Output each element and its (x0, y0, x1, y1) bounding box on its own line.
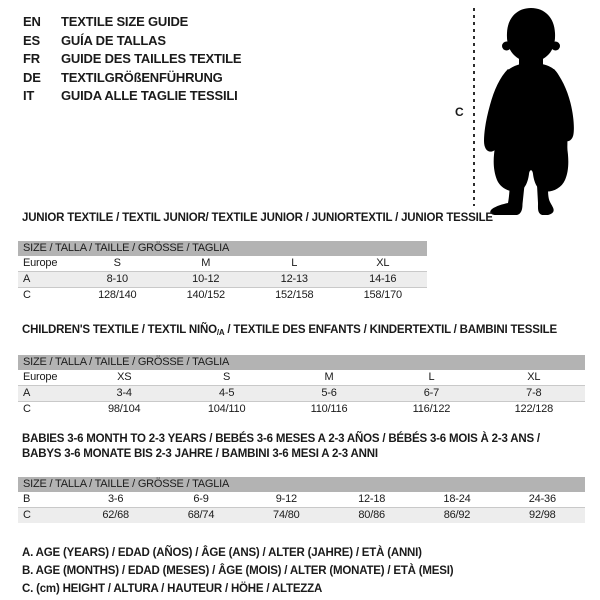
row-cell: 12-13 (280, 273, 308, 285)
lang-row-en (23, 13, 241, 32)
lang-code: DE (23, 69, 41, 85)
row-label: Europe (23, 257, 58, 269)
size-header-bar: SIZE / TALLA / TAILLE / GRÖSSE / TAGLIA (18, 355, 585, 370)
row-label: C (23, 403, 31, 415)
lang-title: TEXTILE SIZE GUIDE (61, 14, 189, 29)
table-row-age (18, 386, 585, 402)
row-cell: XL (527, 371, 541, 383)
row-cell: 6-9 (193, 493, 209, 505)
row-cell: 8-10 (106, 273, 128, 285)
table-row-age-months (18, 492, 585, 508)
row-cell: M (324, 371, 334, 383)
row-label: A (23, 273, 31, 285)
row-cell: 158/170 (363, 289, 402, 301)
row-cell: 18-24 (443, 493, 471, 505)
table-row-age (18, 272, 427, 288)
row-cell: 116/122 (412, 403, 451, 415)
row-cell: M (201, 257, 211, 269)
row-cell: 6-7 (423, 387, 440, 399)
table-row-height (18, 508, 585, 523)
babies-table-title-line1: BABIES 3-6 MONTH TO 2-3 YEARS / BEBÉS 3-6 MESES A 2-3 AÑOS / BÉBÉS 3-6 MOIS À 2-3 ANS / (22, 433, 540, 445)
row-cell: 86/92 (443, 509, 471, 521)
row-cell: L (428, 371, 435, 383)
lang-row-it (23, 87, 241, 106)
lang-code: EN (23, 14, 41, 29)
row-cell: 4-5 (218, 387, 235, 399)
legend-notes (18, 544, 585, 598)
lang-row-de (23, 69, 241, 88)
row-cell: 62/68 (102, 509, 129, 521)
baby-silhouette-icon (481, 5, 585, 215)
lang-title: TEXTILGRÖßENFÜHRUNG (61, 69, 223, 85)
note-age-years: A. AGE (YEARS) / EDAD (AÑOS) / ÂGE (ANS) / ALTER (JAHRE) / ETÀ (ANNI) (22, 547, 422, 559)
section-junior (18, 211, 585, 303)
junior-table-title: JUNIOR TEXTILE / TEXTIL JUNIOR/ TEXTILE JUNIOR / JUNIORTEXTIL / JUNIOR TESSILE (22, 212, 493, 224)
row-cell: 12-18 (358, 493, 386, 505)
row-cell: S (113, 257, 121, 269)
lang-title: GUÍA DE TALLAS (61, 32, 166, 48)
row-cell: 98/104 (107, 403, 141, 415)
lang-title: GUIDA ALLE TAGLIE TESSILI (61, 88, 238, 104)
row-cell: 5-6 (321, 387, 337, 399)
language-header (23, 13, 241, 106)
height-measure-dashed-line (473, 8, 475, 206)
row-cell: 110/116 (310, 403, 348, 415)
section-children (18, 323, 585, 417)
row-cell: 10-12 (192, 273, 220, 285)
row-label: Europe (23, 371, 58, 383)
lang-code: ES (23, 32, 40, 48)
row-cell: 104/110 (207, 403, 246, 415)
babies-table-title-line2: BABYS 3-6 MONATE BIS 2-3 JAHRE / BAMBINI 3-6 MESI A 2-3 ANNI (22, 448, 378, 460)
title-post: / TEXTILE DES ENFANTS / KINDERTEXTIL / BAMBINI TESSILE (224, 324, 557, 336)
row-cell: 140/152 (186, 289, 225, 301)
row-cell: XS (117, 371, 132, 383)
row-cell: L (291, 257, 298, 269)
note-height: C. (cm) HEIGHT / ALTURA / HAUTEUR / HÖHE / ALTEZZA (22, 583, 323, 595)
row-cell: 68/74 (187, 509, 215, 521)
row-cell: 92/98 (529, 509, 556, 521)
lang-row-fr (23, 50, 241, 69)
lang-code: FR (23, 51, 40, 67)
row-cell: 122/128 (514, 403, 554, 415)
row-cell: 3-4 (116, 387, 132, 399)
section-babies (18, 432, 585, 523)
size-header-bar: SIZE / TALLA / TAILLE / GRÖSSE / TAGLIA (18, 241, 427, 256)
row-label: A (23, 387, 31, 399)
row-cell: 74/80 (273, 509, 300, 521)
note-age-months: B. AGE (MONTHS) / EDAD (MESES) / ÂGE (MOIS) / ALTER (MONATE) / ETÀ (MESI) (22, 565, 454, 577)
row-cell: 24-36 (528, 493, 556, 505)
table-row-europe (18, 256, 427, 272)
row-cell: XL (376, 257, 390, 269)
row-cell: 128/140 (98, 289, 137, 301)
babies-table (18, 477, 585, 523)
row-cell: 9-12 (275, 493, 297, 505)
row-label: C (23, 289, 31, 301)
table-row-europe (18, 370, 585, 386)
lang-row-es (23, 32, 241, 51)
children-table-title (18, 323, 585, 340)
row-cell: 3-6 (108, 493, 124, 505)
children-table (18, 355, 585, 417)
row-cell: 14-16 (369, 273, 397, 285)
row-cell: S (223, 371, 231, 383)
table-row-height (18, 288, 427, 303)
tables-content (18, 211, 585, 598)
junior-table (18, 241, 427, 303)
row-label: C (23, 509, 31, 521)
table-row-height (18, 402, 585, 417)
row-cell: 80/86 (358, 509, 385, 521)
row-cell: 152/158 (275, 289, 314, 301)
title-pre: CHILDREN'S TEXTILE / TEXTIL NIÑO (22, 324, 217, 336)
title-sub: /A (216, 328, 225, 337)
lang-title: GUIDE DES TAILLES TEXTILE (61, 51, 242, 67)
size-header-bar: SIZE / TALLA / TAILLE / GRÖSSE / TAGLIA (18, 477, 585, 492)
row-label: B (23, 493, 31, 505)
lang-code: IT (23, 88, 35, 104)
row-cell: 7-8 (526, 387, 542, 399)
height-measure-label: C (455, 105, 464, 119)
